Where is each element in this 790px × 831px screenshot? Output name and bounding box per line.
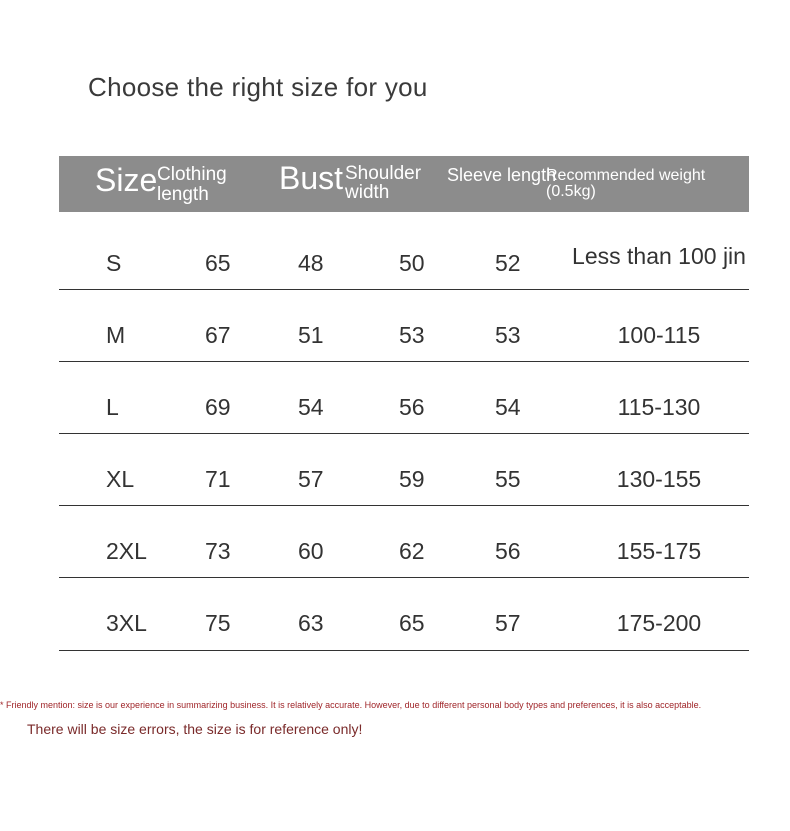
cell-sleeve: 52 bbox=[495, 250, 521, 276]
table-row bbox=[59, 290, 749, 362]
cell-length: 65 bbox=[205, 250, 231, 276]
cell-weight: 130-155 bbox=[616, 466, 702, 492]
cell-bust: 63 bbox=[298, 610, 324, 636]
cell-sleeve: 54 bbox=[495, 394, 521, 420]
friendly-note: * Friendly mention: size is our experience in summarizing business. It is relatively accurate. However, due to different personal body types and preferences, it is also acceptable. bbox=[0, 700, 702, 710]
header-sleeve-length: Sleeve length bbox=[447, 165, 557, 185]
table-row bbox=[59, 218, 749, 290]
cell-shoulder: 56 bbox=[399, 394, 425, 420]
cell-shoulder: 50 bbox=[399, 250, 425, 276]
table-row bbox=[59, 578, 749, 651]
cell-bust: 54 bbox=[298, 394, 324, 420]
cell-length: 67 bbox=[205, 322, 231, 348]
cell-size: 3XL bbox=[106, 610, 147, 636]
table-row bbox=[59, 506, 749, 578]
cell-size: 2XL bbox=[106, 538, 147, 564]
cell-shoulder: 53 bbox=[399, 322, 425, 348]
cell-sleeve: 56 bbox=[495, 538, 521, 564]
cell-bust: 51 bbox=[298, 322, 324, 348]
cell-weight: Less than 100 jin bbox=[572, 243, 746, 269]
cell-sleeve: 53 bbox=[495, 322, 521, 348]
cell-size: S bbox=[106, 250, 122, 276]
header-recommended-weight: Recommended weight (0.5kg) bbox=[546, 167, 706, 200]
cell-bust: 57 bbox=[298, 466, 324, 492]
table-row bbox=[59, 434, 749, 506]
cell-size: M bbox=[106, 322, 126, 348]
cell-weight: 155-175 bbox=[616, 538, 702, 564]
cell-length: 69 bbox=[205, 394, 231, 420]
cell-weight: 115-130 bbox=[617, 394, 701, 420]
header-shoulder-width: Shoulder width bbox=[345, 163, 422, 203]
cell-sleeve: 57 bbox=[495, 610, 521, 636]
cell-weight: 100-115 bbox=[617, 322, 701, 348]
cell-shoulder: 59 bbox=[399, 466, 425, 492]
cell-bust: 48 bbox=[298, 250, 324, 276]
page-title: Choose the right size for you bbox=[88, 72, 428, 102]
cell-sleeve: 55 bbox=[495, 466, 521, 492]
size-table bbox=[59, 218, 749, 651]
header-clothing-length: Clothing length bbox=[157, 164, 227, 205]
size-error-note: There will be size errors, the size is for reference only! bbox=[27, 721, 363, 737]
cell-bust: 60 bbox=[298, 538, 324, 564]
table-row bbox=[59, 362, 749, 434]
cell-shoulder: 65 bbox=[399, 610, 425, 636]
cell-shoulder: 62 bbox=[399, 538, 425, 564]
cell-size: L bbox=[106, 394, 119, 420]
cell-length: 75 bbox=[205, 610, 231, 636]
header-bust: Bust bbox=[279, 160, 344, 196]
cell-size: XL bbox=[106, 466, 135, 492]
cell-length: 71 bbox=[205, 466, 231, 492]
cell-length: 73 bbox=[205, 538, 231, 564]
header-size: Size bbox=[95, 162, 158, 198]
table-header bbox=[59, 156, 749, 212]
cell-weight: 175-200 bbox=[616, 610, 702, 636]
